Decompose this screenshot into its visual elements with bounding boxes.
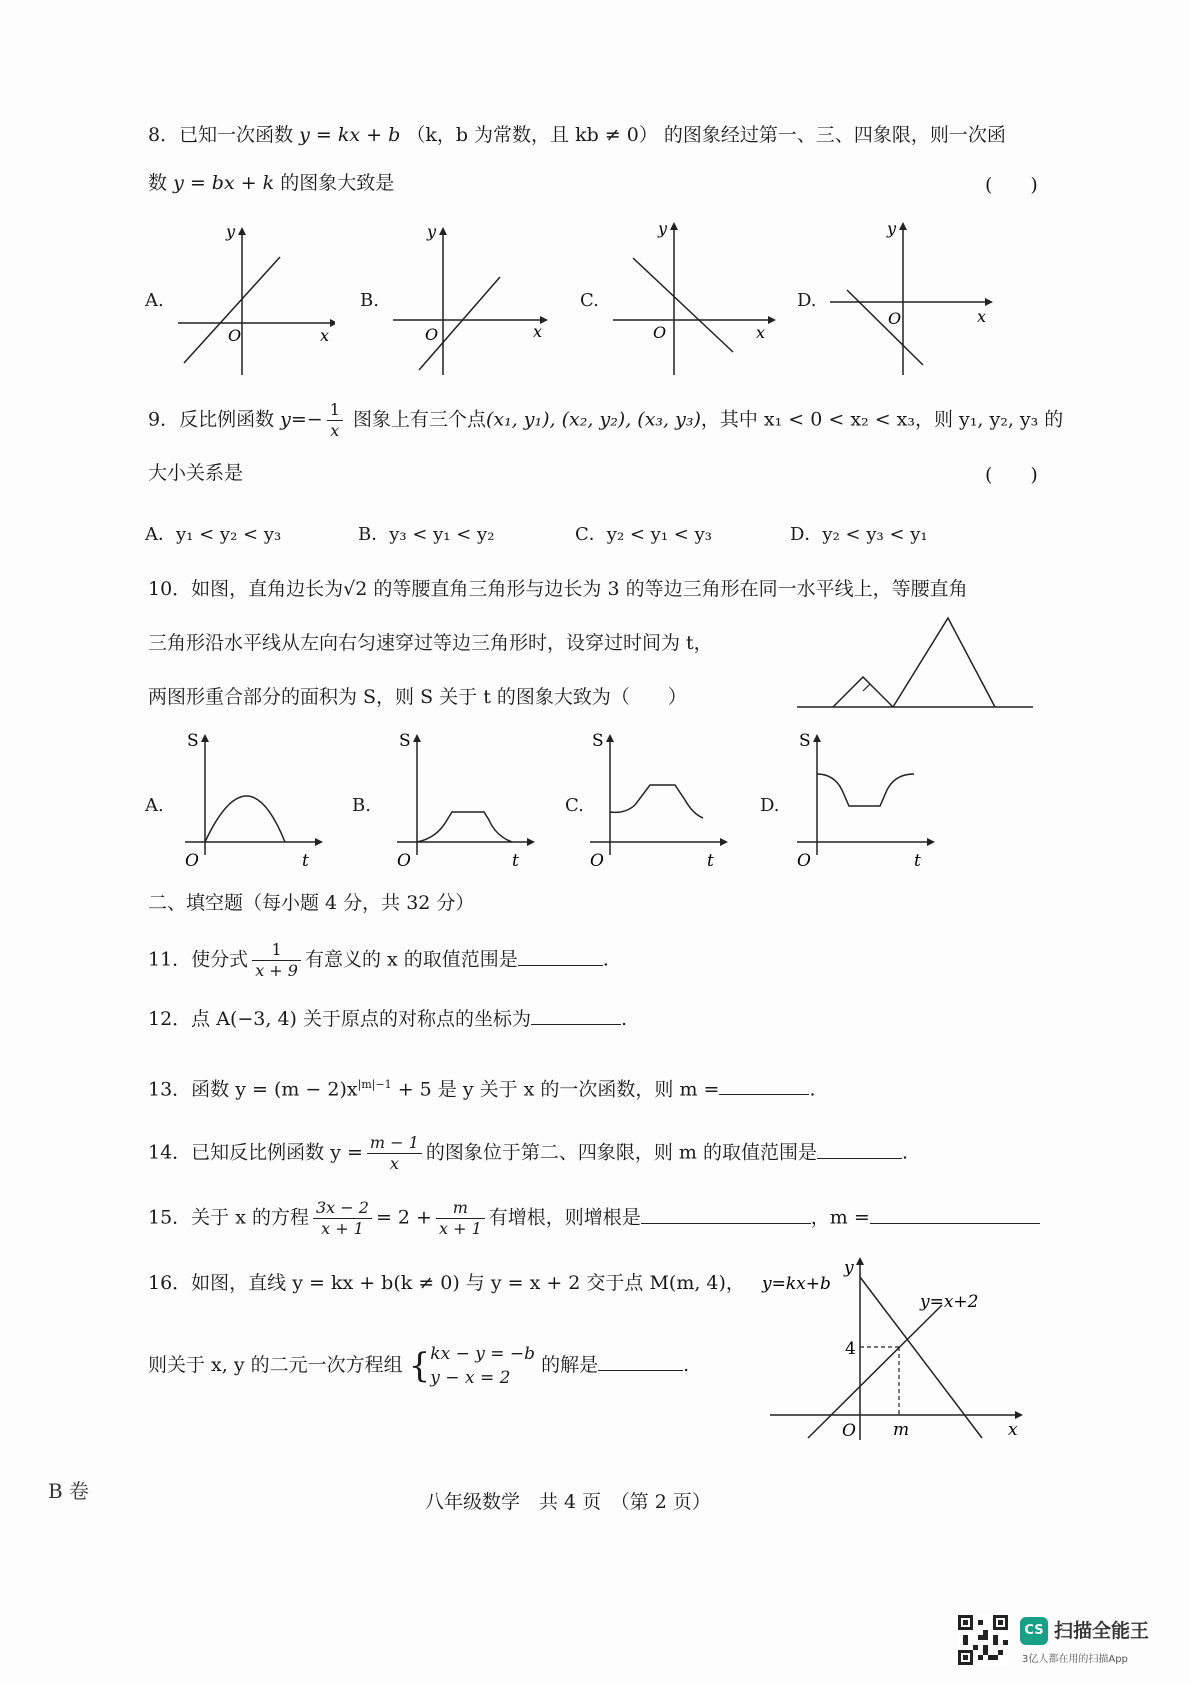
q8-b-y-label: y bbox=[427, 225, 437, 241]
q10-c-t-label: t bbox=[707, 851, 714, 870]
q10-graph-b bbox=[392, 730, 542, 870]
q8-line2: 数 y = bx + k 的图象大致是 bbox=[148, 172, 395, 194]
q15-m-blank[interactable] bbox=[870, 1205, 1040, 1224]
q10-c-s-label: S bbox=[592, 731, 604, 751]
q10-graph-c bbox=[585, 730, 735, 870]
q9-option-c: C．y₂ < y₁ < y₃ bbox=[575, 524, 712, 545]
q16-equation-system: kx − y = −b y − x = 2 bbox=[430, 1344, 536, 1388]
qr-code-icon bbox=[958, 1615, 1008, 1665]
q10-d-s-label: S bbox=[799, 731, 811, 751]
q16-line1: 16．如图，直线 y = kx + b(k ≠ 0) 与 y = x + 2 交于点 M(m, 4)， bbox=[148, 1272, 745, 1294]
q10-option-b-label: B. bbox=[352, 795, 371, 816]
q10-b-t-label: t bbox=[512, 851, 519, 870]
q8-option-b-label: B. bbox=[360, 290, 379, 311]
q10-c-origin: O bbox=[590, 851, 604, 870]
q10-line2: 三角形沿水平线从左向右匀速穿过等边三角形时，设穿过时间为 t， bbox=[148, 632, 713, 654]
q16-line2: 则关于 x, y 的二元一次方程组 { kx − y = −b y − x = 2 的解是 . bbox=[148, 1340, 689, 1392]
q11-line: 11．使分式 $\frac{1}{x + 9}$ 有意义的 x 的取值范围是 . bbox=[148, 940, 609, 980]
q16-label-m: m bbox=[893, 1420, 910, 1440]
corner-mark: B 卷 bbox=[48, 1479, 90, 1503]
q8-c-origin: O bbox=[653, 323, 667, 342]
q10-right-angle-mark bbox=[856, 677, 870, 691]
q8-d-y-label: y bbox=[887, 220, 897, 238]
q8-b-line bbox=[419, 277, 500, 370]
q8-line1: 8．已知一次函数 y = kx + b （k，b 为常数，且 kb ≠ 0） 的图象经过第一、三、四象限，则一次函 bbox=[148, 124, 1006, 146]
q13-line: 13．函数 $y = (m - 2)x^{|m|-1} + 5$ 是 y 关于 x 的一次函数，则 m = . bbox=[148, 1078, 816, 1101]
q10-b-s-label: S bbox=[399, 731, 411, 751]
q10-line3: 两图形重合部分的面积为 S，则 S 关于 t 的图象大致为（ ） bbox=[148, 686, 687, 708]
q9-option-a: A．y₁ < y₂ < y₃ bbox=[145, 524, 282, 545]
q8-option-c-label: C. bbox=[580, 290, 599, 311]
q10-equilateral-triangle bbox=[893, 618, 995, 707]
q10-graph-d bbox=[792, 730, 942, 870]
q8-graph-d bbox=[825, 220, 995, 375]
q10-isosceles-right-triangle bbox=[833, 677, 893, 707]
q8-graph-a bbox=[170, 225, 335, 375]
q16-label-x: x bbox=[1008, 1420, 1018, 1440]
q14-answer-blank[interactable] bbox=[817, 1140, 902, 1159]
q8-b-x-label: x bbox=[533, 322, 543, 341]
q9-option-d: D．y₂ < y₃ < y₁ bbox=[790, 524, 928, 545]
q16-label-y: y bbox=[844, 1258, 854, 1278]
q8-a-origin: O bbox=[228, 326, 242, 345]
q15-line: 15．关于 x 的方程 $\frac{3x - 2}{x + 1}$ = 2 + $\frac{m}{x + 1}$ 有增根，则增根是 ，m = bbox=[148, 1198, 1040, 1239]
q16-label-four: 4 bbox=[845, 1339, 856, 1359]
q16-label-kx-b: y=kx+b bbox=[762, 1274, 831, 1294]
q8-answer-paren: ( ) bbox=[985, 174, 1038, 196]
q10-line1: 10．如图，直角边长为√2 的等腰直角三角形与边长为 3 的等边三角形在同一水平线上，等腰直角 bbox=[148, 578, 968, 600]
q10-graph-a bbox=[180, 730, 330, 870]
page-footer: 八年级数学 共 4 页 （第 2 页） bbox=[425, 1491, 711, 1513]
q10-a-t-label: t bbox=[302, 851, 309, 870]
q10-a-curve bbox=[205, 796, 285, 842]
q14-line: 14．已知反比例函数 y = $\frac{m - 1}{x}$ 的图象位于第二、四象限，则 m 的取值范围是 . bbox=[148, 1133, 909, 1173]
q11-answer-blank[interactable] bbox=[518, 947, 603, 966]
q15-root-blank[interactable] bbox=[641, 1205, 811, 1224]
q10-a-s-label: S bbox=[187, 731, 199, 751]
q8-a-line bbox=[184, 257, 280, 363]
q10-c-curve bbox=[610, 785, 703, 818]
q16-label-x-plus-2: y=x+2 bbox=[920, 1292, 979, 1312]
q15-fraction-right: $\frac{m}{x + 1}$ bbox=[436, 1198, 485, 1239]
q10-triangles-figure bbox=[795, 615, 1035, 710]
q8-graph-c bbox=[608, 220, 778, 375]
q9-answer-paren: ( ) bbox=[985, 464, 1038, 486]
q8-a-y-label: y bbox=[226, 225, 236, 241]
q10-b-origin: O bbox=[397, 851, 411, 870]
q10-d-curve bbox=[817, 774, 914, 806]
q9-line2: 大小关系是 bbox=[148, 462, 244, 484]
q10-a-origin: O bbox=[185, 851, 199, 870]
q8-option-a-label: A. bbox=[145, 290, 164, 311]
camscanner-tagline: 3亿人都在用的扫描App bbox=[1022, 1654, 1128, 1665]
q13-answer-blank[interactable] bbox=[719, 1076, 809, 1095]
q10-option-d-label: D. bbox=[760, 795, 780, 816]
q16-label-origin: O bbox=[842, 1421, 856, 1441]
q16-figure bbox=[760, 1255, 1030, 1445]
q12-answer-blank[interactable] bbox=[531, 1006, 621, 1025]
q9-fraction: $\frac{1}{x}$ bbox=[327, 400, 343, 441]
q8-c-line bbox=[633, 258, 733, 352]
q12-line: 12．点 A(−3, 4) 关于原点的对称点的坐标为 . bbox=[148, 1008, 628, 1030]
q16-answer-blank[interactable] bbox=[598, 1352, 683, 1371]
q8-c-y-label: y bbox=[658, 220, 668, 238]
q8-d-origin: O bbox=[888, 309, 902, 328]
q16-brace: { bbox=[408, 1346, 431, 1386]
q10-option-a-label: A. bbox=[145, 795, 164, 816]
q16-line-y-x-plus-2 bbox=[808, 1305, 942, 1438]
q8-b-origin: O bbox=[425, 325, 439, 344]
q14-fraction: $\frac{m - 1}{x}$ bbox=[367, 1133, 422, 1174]
q8-graph-b bbox=[385, 225, 550, 375]
section-2-heading: 二、填空题（每小题 4 分，共 32 分） bbox=[148, 892, 475, 914]
q10-d-t-label: t bbox=[914, 851, 921, 870]
q8-option-d-label: D. bbox=[797, 290, 817, 311]
q9-option-b: B．y₃ < y₁ < y₂ bbox=[358, 524, 495, 545]
camscanner-name: 扫描全能王 bbox=[1054, 1620, 1150, 1642]
q8-d-x-label: x bbox=[977, 307, 987, 326]
camscanner-logo: CS bbox=[1020, 1617, 1048, 1645]
q11-fraction: $\frac{1}{x + 9}$ bbox=[252, 940, 301, 981]
q9-line1: 9．反比例函数 y=− $\frac{1}{x}$ 图象上有三个点(x₁, y₁), (x₂, y₂), (x₃, y₃)，其中 x₁ < 0 < x₂ < x₃，则 y₁, y₂, y₃ 的 bbox=[148, 400, 1064, 440]
q10-option-c-label: C. bbox=[565, 795, 584, 816]
q10-d-origin: O bbox=[797, 851, 811, 870]
q15-fraction-left: $\frac{3x - 2}{x + 1}$ bbox=[313, 1198, 372, 1239]
q8-c-x-label: x bbox=[756, 323, 766, 342]
q10-b-curve bbox=[417, 812, 512, 842]
q8-a-x-label: x bbox=[320, 326, 330, 345]
